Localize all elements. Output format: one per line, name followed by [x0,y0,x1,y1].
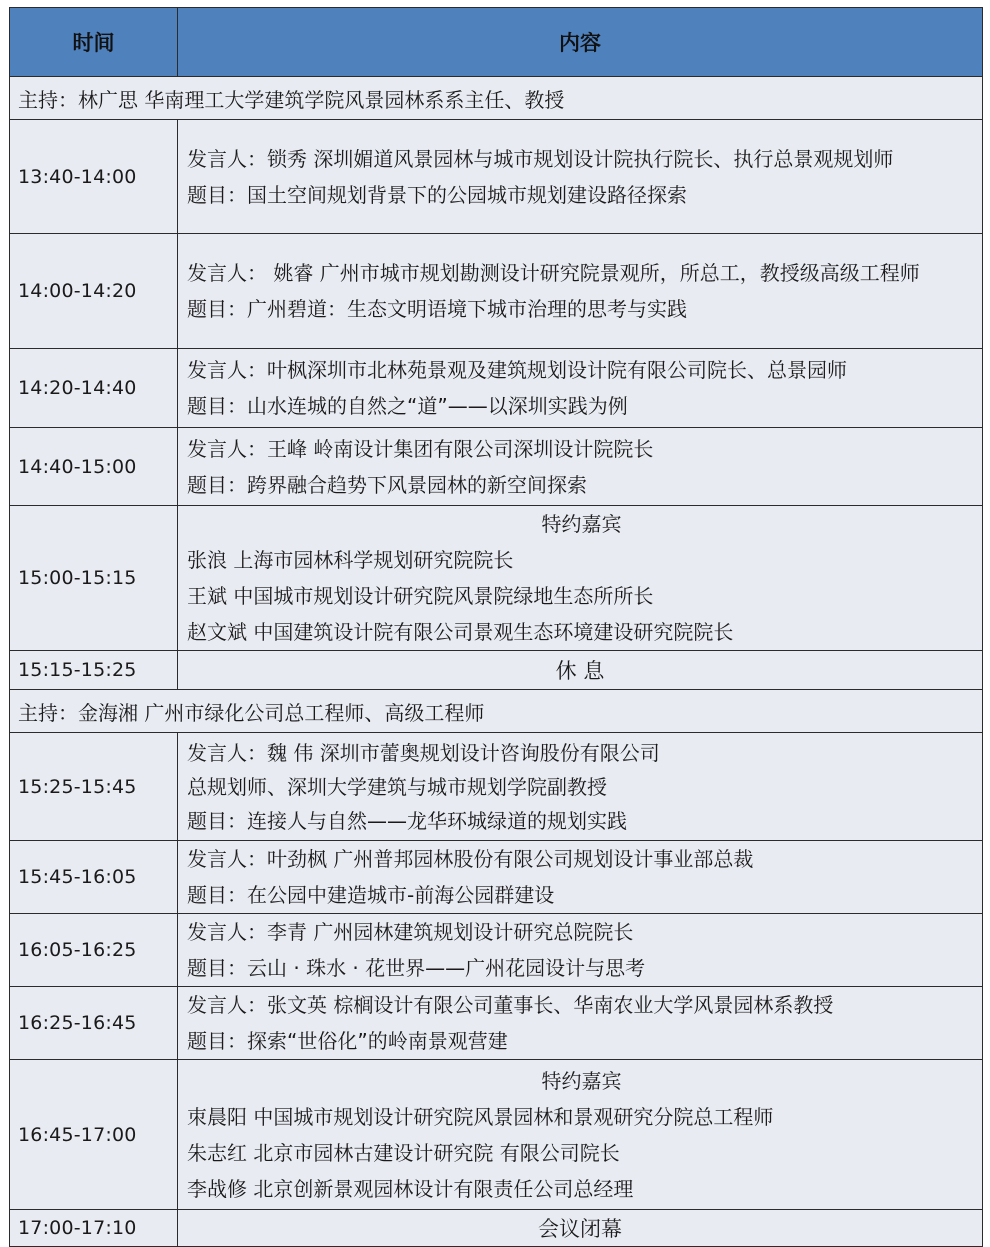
host-row [10,77,983,120]
speaker-line: 发言人： 姚睿 广州市城市规划勘测设计研究院景观所，所总工，教授级高级工程师 [187,261,920,285]
time-cell: 15:15-15:25 [10,651,178,690]
content-cell [178,349,983,428]
content-cell [178,733,983,841]
schedule-row [10,733,983,841]
content-cell [178,987,983,1060]
time-cell: 15:45-16:05 [10,841,178,914]
time-cell: 16:45-17:00 [10,1060,178,1210]
guest-line: 王斌 中国城市规划设计研究院风景院绿地生态所所长 [187,584,654,608]
schedule-row [10,1210,983,1247]
topic-line: 题目：山水连城的自然之“道”——以深圳实践为例 [187,394,628,418]
host-row [10,690,983,733]
schedule-table [9,7,983,1247]
break-cell: 休 息 [178,651,983,690]
time-cell: 16:25-16:45 [10,987,178,1060]
speaker-line: 发言人：锁秀 深圳媚道风景园林与城市规划设计院执行院长、执行总景观规划师 [187,146,894,171]
speaker-line: 总规划师、深圳大学建筑与城市规划学院副教授 [187,774,607,799]
content-cell [178,234,983,349]
content-cell [178,1060,983,1210]
guest-line: 赵文斌 中国建筑设计院有限公司景观生态环境建设研究院院长 [187,620,734,644]
schedule-row [10,428,983,506]
guest-line: 朿晨阳 中国城市规划设计研究院风景园林和景观研究分院总工程师 [187,1104,774,1129]
content-cell [178,841,983,914]
table-header-row [10,8,983,77]
time-cell: 15:00-15:15 [10,506,178,651]
speaker-line: 发言人：叶劲枫 广州普邦园林股份有限公司规划设计事业部总裁 [187,847,754,871]
schedule-row [10,914,983,987]
schedule-row [10,234,983,349]
schedule-row [10,841,983,914]
topic-line: 题目：在公园中建造城市-前海公园群建设 [187,883,555,907]
topic-line: 题目：广州碧道：生态文明语境下城市治理的思考与实践 [187,297,687,321]
speaker-line: 发言人：叶枫深圳市北林苑景观及建筑规划设计院有限公司院长、总景园师 [187,358,847,382]
schedule-row [10,349,983,428]
guest-line: 李战修 北京创新景观园林设计有限责任公司总经理 [187,1176,634,1201]
schedule-row [10,987,983,1060]
time-cell: 14:00-14:20 [10,234,178,349]
time-cell: 14:40-15:00 [10,428,178,506]
content-cell [178,428,983,506]
closing-cell: 会议闭幕 [178,1210,983,1247]
guest-title: 特约嘉宾 [541,512,622,536]
speaker-line: 发言人：李青 广州园林建筑规划设计研究总院院长 [187,920,634,944]
guest-line: 张浪 上海市园林科学规划研究院院长 [187,548,514,572]
speaker-line: 发言人：王峰 岭南设计集团有限公司深圳设计院院长 [187,436,654,461]
content-cell [178,120,983,234]
time-cell: 15:25-15:45 [10,733,178,841]
topic-line: 题目：云山 · 珠水 · 花世界——广州花园设计与思考 [187,956,646,980]
header-content: 内容 [178,8,983,77]
time-cell: 17:00-17:10 [10,1210,178,1247]
schedule-row [10,651,983,690]
content-cell [178,506,983,651]
guest-title: 特约嘉宾 [541,1068,622,1093]
speaker-line: 发言人：张文英 棕榈设计有限公司董事长、华南农业大学风景园林系教授 [187,993,834,1017]
host-text: 主持：金海湘 广州市绿化公司总工程师、高级工程师 [10,690,983,733]
schedule-row [10,1060,983,1210]
topic-line: 题目：探索“世俗化”的岭南景观营建 [187,1029,508,1053]
topic-line: 题目：跨界融合趋势下风景园林的新空间探索 [187,472,587,497]
content-cell [178,914,983,987]
topic-line: 题目：连接人与自然——龙华环城绿道的规划实践 [187,808,627,833]
time-cell: 13:40-14:00 [10,120,178,234]
speaker-line: 发言人：魏 伟 深圳市蕾奥规划设计咨询股份有限公司 [187,740,660,765]
topic-line: 题目：国土空间规划背景下的公园城市规划建设路径探索 [187,182,687,207]
header-time: 时间 [10,8,178,77]
time-cell: 16:05-16:25 [10,914,178,987]
host-text: 主持：林广思 华南理工大学建筑学院风景园林系系主任、教授 [10,77,983,120]
schedule-row [10,120,983,234]
guest-line: 朱志红 北京市园林古建设计研究院 有限公司院长 [187,1140,620,1165]
schedule-row [10,506,983,651]
time-cell: 14:20-14:40 [10,349,178,428]
